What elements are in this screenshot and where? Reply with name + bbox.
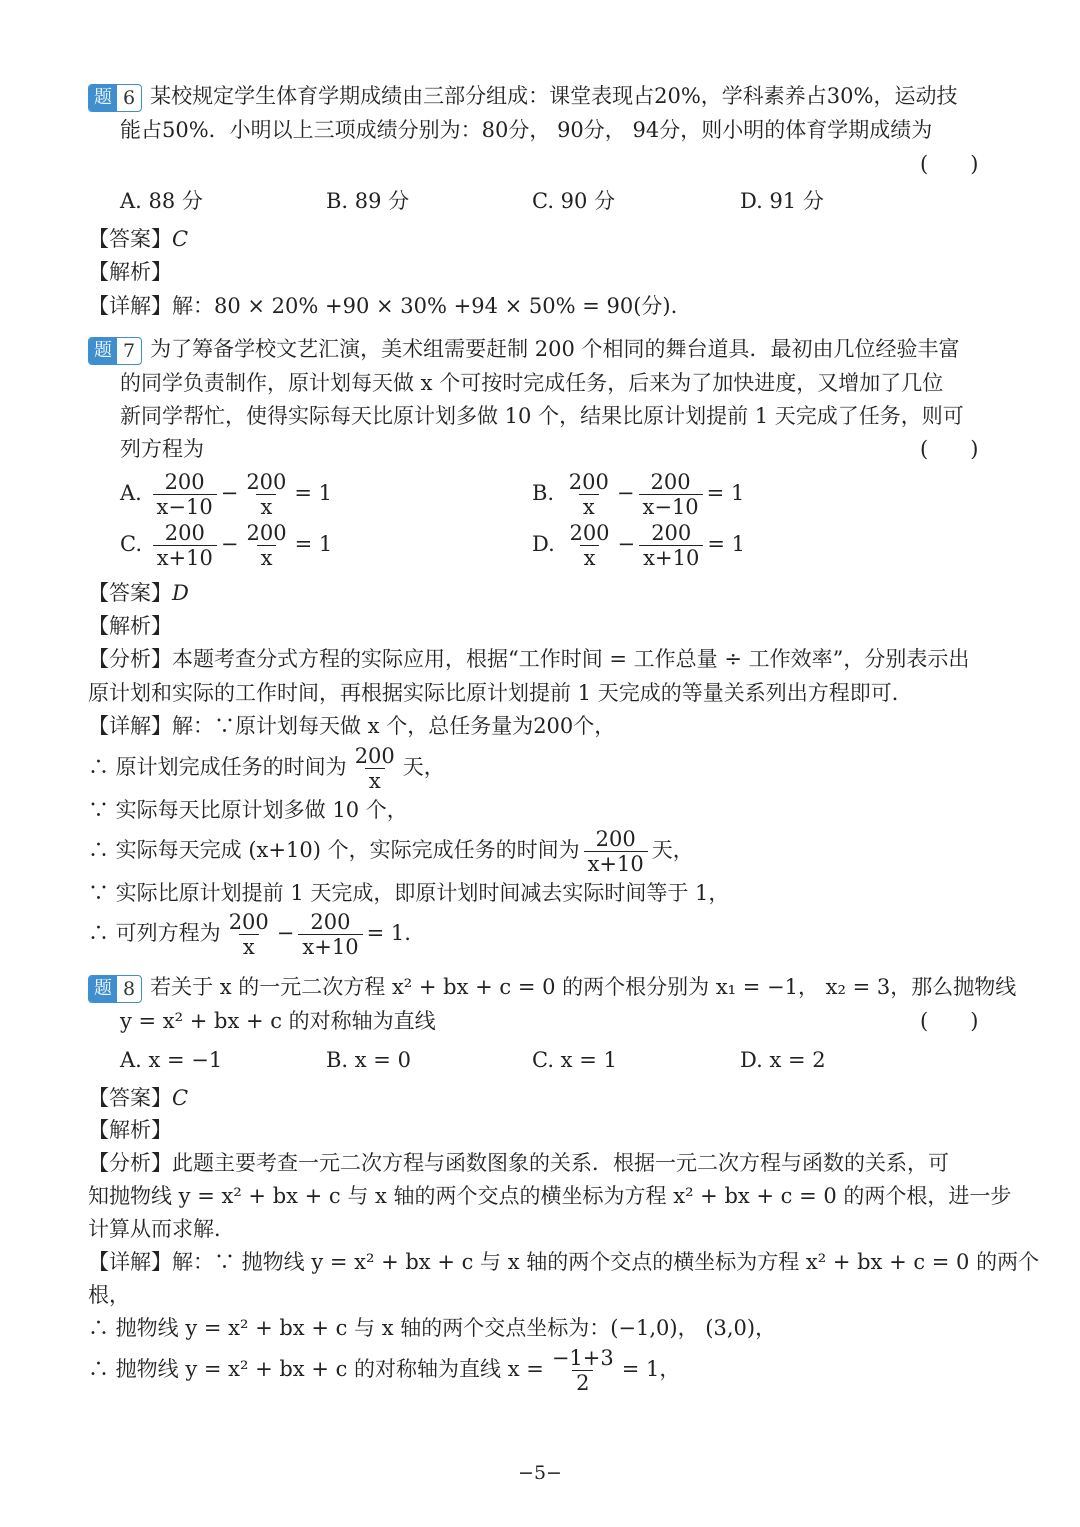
q7-paren: ( ) (920, 437, 979, 461)
q6-line1: 题 6 某校规定学生体育学期成绩由三部分组成：课堂表现占20%，学科素养占30%，运动技 (88, 81, 957, 112)
q7-option-a: A. $\frac{200}{x-10}$ − $\frac{200}{x}$ = 1 (120, 470, 333, 519)
q7-option-b: B. $\frac{200}{x}$ − $\frac{200}{x-10}$ = 1 (532, 470, 745, 519)
q7-detail-4: ∴ 实际每天完成 (x+10) 个，实际完成任务的时间为 $\frac{200}{x+10}$ 天， (88, 827, 694, 876)
q6-detail: 【详解】解：80 × 20% +90 × 30% +94 × 50% = 90(分). (88, 294, 678, 318)
q7-detail-2: ∴ 原计划完成任务的时间为 $\frac{200}{x}$ 天， (88, 744, 445, 793)
q6-paren: ( ) (920, 152, 979, 176)
q8-answer: 【答案】C (88, 1086, 189, 1110)
q8-detail-1: 【详解】解：∵ 抛物线 y = x² + bx + c 与 x 轴的两个交点的横坐标为方程 x² + bx + c = 0 的两个 (88, 1250, 1040, 1274)
q7-line3: 新同学帮忙，使得实际每天比原计划多做 10 个，结果比原计划提前 1 天完成了任务，则可 (120, 404, 964, 428)
q7-analysis-label: 【解析】 (88, 614, 172, 638)
q8-option-d: D. x = 2 (740, 1048, 826, 1072)
q7-line2: 的同学负责制作，原计划每天做 x 个可按时完成任务，后来为了加快进度，又增加了几位 (120, 371, 944, 395)
q6-line2: 能占50%．小明以上三项成绩分别为：80分， 90分， 94分，则小明的体育学期成绩为 (120, 118, 933, 142)
q8-detail-2: 根， (88, 1283, 130, 1307)
q7-option-d: D. $\frac{200}{x}$ − $\frac{200}{x+10}$ = 1 (532, 521, 745, 570)
q8-fenxi-3: 计算从而求解． (88, 1217, 235, 1241)
q7-option-c: C. $\frac{200}{x+10}$ − $\frac{200}{x}$ = 1 (120, 521, 333, 570)
q7-answer: 【答案】D (88, 581, 189, 605)
q8-option-c: C. x = 1 (532, 1048, 617, 1072)
q8-option-b: B. x = 0 (326, 1048, 411, 1072)
q7-detail-5: ∵ 实际比原计划提前 1 天完成，即原计划时间减去实际时间等于 1， (88, 881, 730, 905)
q7-fenxi-1: 【分析】本题考查分式方程的实际应用，根据“工作时间 = 工作总量 ÷ 工作效率”，分别表示出 (88, 647, 970, 671)
q7-fenxi-2: 原计划和实际的工作时间，再根据实际比原计划提前 1 天完成的等量关系列出方程即可． (88, 681, 913, 705)
q6-answer: 【答案】C (88, 227, 189, 251)
q6-option-a: A. 88 分 (120, 189, 203, 213)
q8-fenxi-2: 知抛物线 y = x² + bx + c 与 x 轴的两个交点的横坐标为方程 x² + bx + c = 0 的两个根，进一步 (88, 1184, 1012, 1208)
q8-option-a: A. x = −1 (120, 1048, 223, 1072)
q8-fenxi-1: 【分析】此题主要考查一元二次方程与函数图象的关系．根据一元二次方程与函数的关系，可 (88, 1151, 949, 1175)
q7-detail-3: ∵ 实际每天比原计划多做 10 个， (88, 798, 408, 822)
q6-option-b: B. 89 分 (326, 189, 410, 213)
page-number: −5− (518, 1462, 562, 1484)
q7-line4: 列方程为 (120, 437, 204, 461)
q8-detail-4: ∴ 抛物线 y = x² + bx + c 的对称轴为直线 x = $\frac{-1+3}{2}$ = 1， (88, 1346, 681, 1395)
q6-option-c: C. 90 分 (532, 189, 616, 213)
q7-badge: 题 7 (88, 337, 142, 365)
q8-paren: ( ) (920, 1009, 979, 1033)
q7-detail-1: 【详解】解：∵原计划每天做 x 个，总任务量为200个， (88, 714, 616, 738)
q7-line1: 题 7 为了筹备学校文艺汇演，美术组需要赶制 200 个相同的舞台道具．最初由几位经验丰富 (88, 334, 960, 365)
q8-line2: y = x² + bx + c 的对称轴为直线 (120, 1009, 436, 1033)
q7-detail-6: ∴ 可列方程为 $\frac{200}{x}$ − $\frac{200}{x+10}$ = 1. (88, 910, 411, 959)
q6-analysis-label: 【解析】 (88, 260, 172, 284)
q6-option-d: D. 91 分 (740, 189, 824, 213)
q8-badge: 题 8 (88, 975, 142, 1003)
q8-analysis-label: 【解析】 (88, 1118, 172, 1142)
q6-badge: 题 6 (88, 84, 142, 112)
q8-detail-3: ∴ 抛物线 y = x² + bx + c 与 x 轴的两个交点坐标为：(−1,0)， (3,0)， (88, 1316, 777, 1340)
q8-line1: 题 8 若关于 x 的一元二次方程 x² + bx + c = 0 的两个根分别为 x₁ = −1， x₂ = 3，那么抛物线 (88, 972, 1016, 1003)
